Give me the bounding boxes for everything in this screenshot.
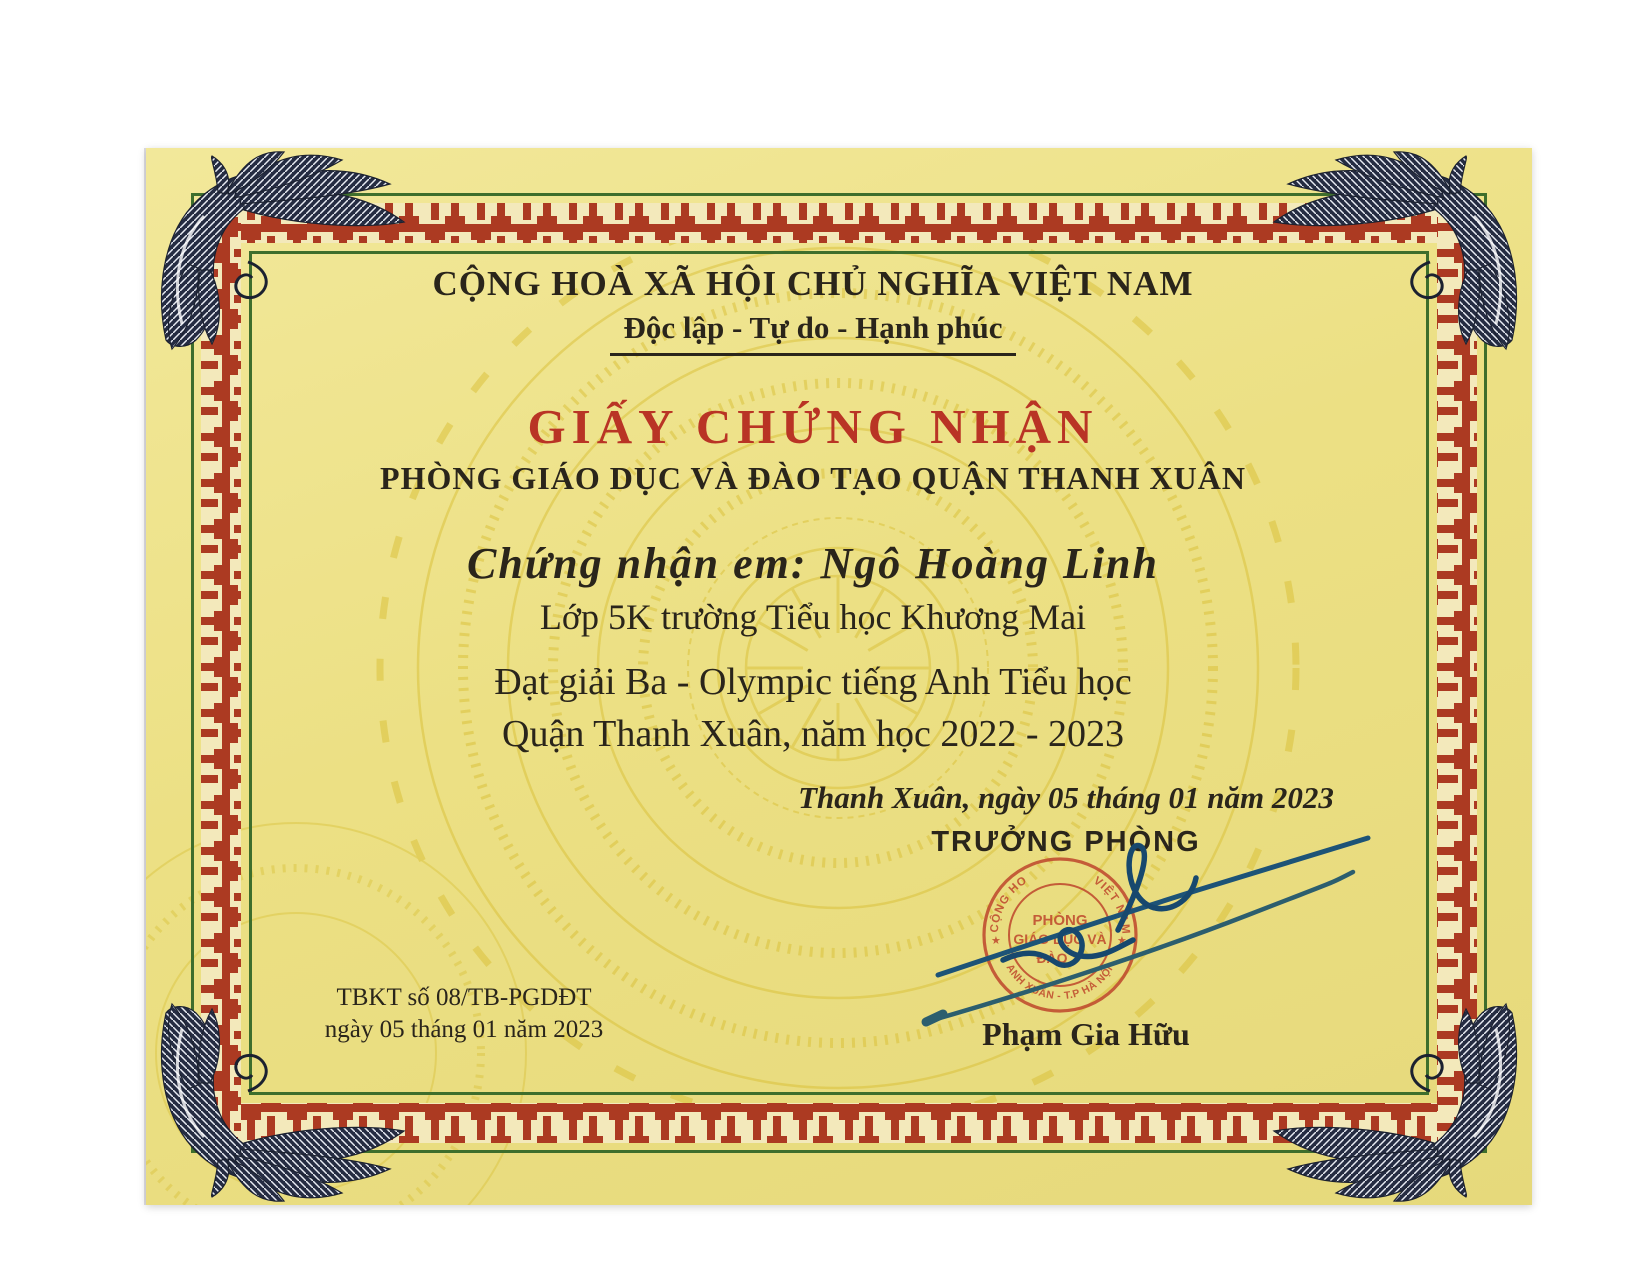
- signer-name: Phạm Gia Hữu: [982, 1016, 1190, 1052]
- recipient-label: Chứng nhận em:: [467, 539, 821, 588]
- issuer-line: PHÒNG GIÁO DỤC VÀ ĐÀO TẠO QUẬN THANH XUÂN: [380, 460, 1246, 496]
- certificate-title: GIẤY CHỨNG NHẬN: [527, 399, 1099, 454]
- award-line-1: Đạt giải Ba - Olympic tiếng Anh Tiểu học: [494, 661, 1132, 703]
- national-header: CỘNG HOÀ XÃ HỘI CHỦ NGHĨA VIỆT NAM: [432, 264, 1194, 303]
- stamp-center-line-1: PHÒNG: [1032, 912, 1088, 929]
- school-line: Lớp 5K trường Tiểu học Khương Mai: [539, 597, 1087, 637]
- stamp-star-right: ★: [1117, 935, 1127, 947]
- stamp-ring-top-left-text: CỘNG HO: [988, 874, 1030, 934]
- stamp-star-left: ★: [991, 935, 1001, 947]
- reference-number-line: TBKT số 08/TB-PGDĐT: [336, 984, 592, 1011]
- signer-title: TRƯỞNG PHÒNG: [931, 826, 1201, 858]
- national-motto: [146, 310, 1480, 356]
- stamp-ring-top-right-text: VIỆT NAM: [1091, 874, 1132, 936]
- signature-ink: [906, 798, 1386, 1038]
- recipient-line: [146, 538, 1480, 589]
- recipient-name: Ngô Hoàng Linh: [820, 539, 1159, 588]
- award-line-2: Quận Thanh Xuân, năm học 2022 - 2023: [502, 713, 1124, 755]
- reference-date-line: ngày 05 tháng 01 năm 2023: [324, 1016, 604, 1043]
- stamp-center-line-2: GIÁO DỤC VÀ: [1013, 931, 1107, 947]
- stamp-center-line-3: ĐÀO: [1036, 950, 1068, 966]
- place-date-line: Thanh Xuân, ngày 05 tháng 01 năm 2023: [798, 780, 1334, 815]
- stamp-ring-bottom-text: ANH XUÂN - T.P HÀ NỘI: [1003, 962, 1116, 1003]
- certificate-paper: [146, 148, 1532, 1205]
- national-motto-text: Độc lập - Tự do - Hạnh phúc: [610, 310, 1017, 356]
